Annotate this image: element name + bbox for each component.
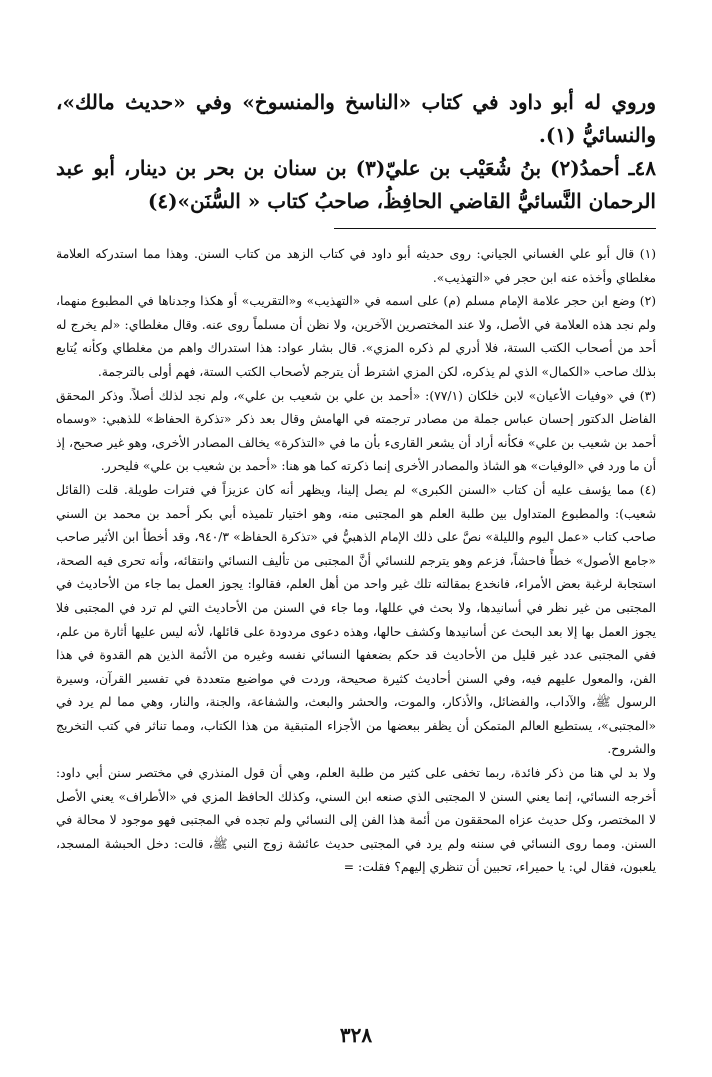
footnotes: [56, 243, 656, 880]
main-text: [56, 86, 656, 218]
page-body: [56, 86, 656, 880]
main-paragraph: وروي له أبو داود في كتاب «الناسخ والمنسوخ» وفي «حديث مالك»، والنسائيُّ (١).: [56, 90, 656, 147]
footnote-3: (٣) في «وفيات الأعيان» لابن خلكان (٧٧/١): «أحمد بن علي بن شعيب بن علي»، ولم نجد لذلك أصلاً. وذكر المحقق الفاضل الدكتور إحسان عباس جملة من مصادر ترجمته في الهامش وقال بعد ذكر «تذكرة الحفاظ» للذهبي: «وسماه أحمد بن شعيب بن علي» فكأنه أراد أن يشعر القارىء بأن ما في «التذكرة» يخالف المصادر الأخرى، وهو غير صحيح، إذ أن ما ورد في «الوفيات» هو الشاذ والمصادر الأخرى إنما ذكرته كما هو هنا: «أحمد بن شعيب بن علي» فليحرر.: [56, 388, 656, 474]
footnote-4-continued: ولا بد لي هنا من ذكر فائدة، ربما تخفى على كثير من طلبة العلم، وهي أن قول المنذري في مختصر سنن أبي داود: أخرجه النسائي، إنما يعني السنن لا المجتبى الذي صنعه ابن السني، وكذلك الحافظ المزي في «الأطراف» يعني الأصل لا المختصر، وكل حديث عزاه المحققون من أئمة هذا الفن إلى النسائي ولم تجده في المجتبى فهو موجود لا محالة في السنن. ومما روى النسائي في سننه ولم يرد في المجتبى حديث عائشة زوج النبي ﷺ، قالت: دخل الحبشة المسجد، يلعبون، فقال لي: يا حميراء، تحبين أن تنظري إليهم؟ فقلت: =: [56, 766, 656, 875]
page-number: ٣٢٨: [339, 1023, 373, 1047]
footnote-divider: [334, 228, 656, 229]
biography-entry: [56, 152, 656, 218]
footnote-4: (٤) مما يؤسف عليه أن كتاب «السنن الكبرى» لم يصل إلينا، ويظهر أنه كان عزيزاً في فترات طويلة. قلت (القائل شعيب): والمطبوع المتداول بين طلبة العلم هو المجتبى منه، وهو اختيار تلميذه أبي بكر أحمد بن محمد بن السني صاحب كتاب «عمل اليوم والليلة» نصَّ على ذلك الإمام الذهبيُّ في «تذكرة الحفاظ» ٩٤٠/٣، وقد أخطأ ابن الأثير صاحب «جامع الأصول» خطأً فاحشاً، فزعم وهو يترجم للنسائي أنَّ المجتبى من تأليف النسائي وانتقائه، وأنه تحرى فيه الصحة، استجابة لرغبة بعض الأمراء، فانخدع بمقالته تلك غير واحد من أهل العلم، فقالوا: يجوز العمل بما جاء من الأحاديث في المجتبى من غير نظر في أسانيدها، ولا بحث في عللها، وما جاء في السنن من الأحاديث التي لم ترد في المجتبى فلا يجوز العمل بها إلا بعد البحث عن أسانيدها وكشف حالها، وهذه دعوى مردودة على قائلها، لأنه ليس عليها أثارة من علم، ففي المجتبى عدد غير قليل من الأحاديث قد حكم بضعفها النسائي نفسه وغيره من الأئمة الذين هم القدوة في هذا الفن، والمعول عليهم فيه، وفي السنن أحاديث كثيرة صحيحة، وردت في مواضيع متعددة في تفسير القرآن، وسيرة الرسول ﷺ، والآداب، والفضائل، والأذكار، والموت، والحشر والبعث، والشفاعة، والجنة، والنار، وهي مما لم يرد في «المجتبى»، يستطيع العالم المتمكن أن يظفر ببعضها من الأجزاء المتبقية من هذا الكتاب، ومما تناثر في كتب التخريج والشروح.: [56, 482, 656, 757]
entry-number: ٤٨ـ: [628, 156, 656, 180]
entry-heading: أحمدُ(٢) بنُ شُعَيْب بن عليّ(٣) بن سنان بن بحر بن دينار، أبو عبد الرحمان النَّسائيُّ القاضي الحافِظُ، صاحبُ كتاب « السُّنَن»(٤): [56, 156, 656, 213]
footnote-2: (٢) وضع ابن حجر علامة الإمام مسلم (م) على اسمه في «التهذيب» و«التقريب» أو هكذا وجدناها في المطبوع منهما، ولم نجد هذه العلامة في الأصل، ولا عند المختصرين الآخرين، ولا نظن أن مسلماً روى عنه. وقال مغلطاي: «لم يخرج له أحد من أصحاب الكتب الستة، فلا أدري لم ذكره المزي». قال بشار عواد: هذا استدراك واهم من مغلطاي وكأنه يُتابع بذلك صاحب «الكمال» الذي لم يذكره، لكن المزي اشترط أن يترجم لأصحاب الكتب الستة، فهم أولى بالترجمة.: [56, 294, 656, 379]
footnote-1: (١) قال أبو علي الغساني الجياني: روى حديثه أبو داود في كتاب الزهد من كتاب السنن. وهذا مما استدركه العلامة مغلطاي وأخذه عنه ابن حجر في «التهذيب».: [56, 247, 656, 285]
